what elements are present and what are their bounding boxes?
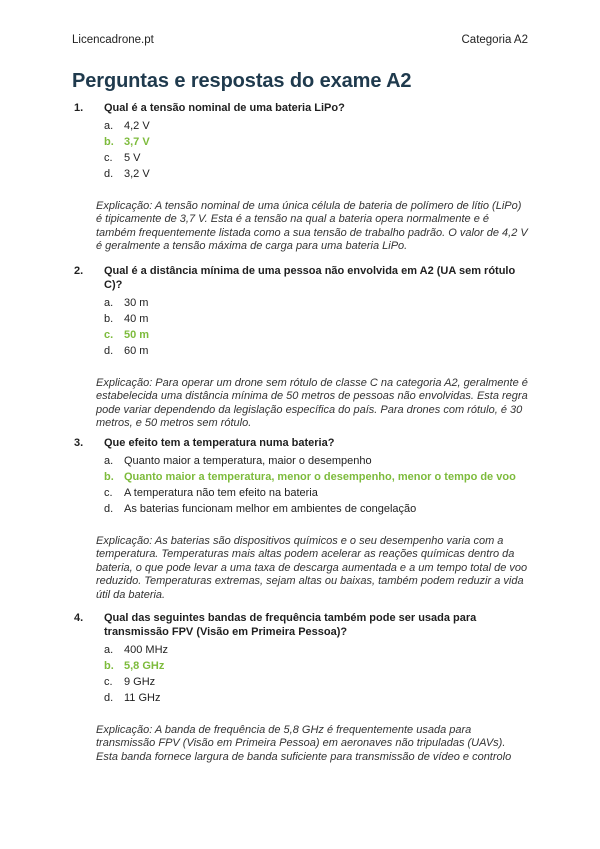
option-c: c. 5 V [104, 152, 141, 164]
question-2 [72, 264, 528, 431]
option-d: d. 3,2 V [104, 168, 150, 180]
option-a: a. 4,2 V [104, 120, 150, 132]
page-header [72, 34, 528, 50]
category-label: Categoria A2 [461, 34, 528, 46]
option-c: c. 9 GHz [104, 676, 156, 688]
question-number: 3. [74, 437, 84, 449]
option-b-correct: b. Quanto maior a temperatura, menor o desempenho, menor o tempo de voo [104, 471, 516, 483]
question-3 [72, 436, 528, 602]
explanation: Explicação: A banda de frequência de 5,8 GHz é frequentemente usada para transmissão FPV (Visão em Primeira Pessoa) em aeronaves não tripuladas (UAVs). Esta banda fornece largura de banda suficiente para transmissão de vídeo e controlo [96, 724, 512, 763]
question-text: Qual é a tensão nominal de uma bateria LiPo? [104, 102, 345, 114]
explanation: Explicação: Para operar um drone sem rótulo de classe C na categoria A2, geralmente é estabelecida uma distância mínima de 50 metros de pessoas não envolvidas. Esta regra pode variar dependendo da legislação específica do país. Para drones com rótulo, é 30 metros, e 50 metros sem rótulo. [96, 377, 528, 430]
explanation: Explicação: As baterias são dispositivos químicos e o seu desempenho varia com a temperatura. Temperaturas mais altas podem acelerar as reações químicas dentro da bateria, o que pode levar a uma taxa de descarga aumentada e a um tempo total de voo reduzido. Temperaturas extremas, sejam altas ou baixas, também podem reduzir a vida útil da bateria. [96, 535, 528, 601]
question-text: Qual é a distância mínima de uma pessoa não envolvida em A2 (UA sem rótulo C)? [104, 265, 516, 291]
options-list [72, 642, 528, 706]
option-b: b. 40 m [104, 313, 149, 325]
option-c: c. A temperatura não tem efeito na bateria [104, 487, 318, 499]
options-list [72, 118, 528, 182]
options-list [72, 453, 528, 517]
options-list [72, 295, 528, 359]
option-b-correct: b. 5,8 GHz [104, 660, 165, 672]
option-d: d. 60 m [104, 345, 149, 357]
option-b-correct: b. 3,7 V [104, 136, 150, 148]
page-title: Perguntas e respostas do exame A2 [72, 70, 412, 92]
option-d: d. 11 GHz [104, 692, 161, 704]
option-a: a. 400 MHz [104, 644, 169, 656]
option-a: a. Quanto maior a temperatura, maior o desempenho [104, 455, 372, 467]
question-text: Qual das seguintes bandas de frequência também pode ser usada para transmissão FPV (Visão em Primeira Pessoa)? [104, 612, 477, 638]
question-number: 4. [74, 612, 84, 624]
question-text: Que efeito tem a temperatura numa bateria? [104, 437, 335, 449]
option-d: d. As baterias funcionam melhor em ambientes de congelação [104, 503, 417, 515]
question-4 [72, 611, 528, 764]
explanation: Explicação: A tensão nominal de uma única célula de bateria de polímero de lítio (LiPo) é tipicamente de 3,7 V. Esta é a tensão na qual a bateria opera normalmente e é também frequentemente listada como a sua tensão de trabalho padrão. O valor de 4,2 V é geralmente a tensão máxima de carga para uma bateria LiPo. [96, 200, 528, 253]
question-number: 2. [74, 265, 84, 277]
question-1 [72, 101, 528, 254]
option-a: a. 30 m [104, 297, 149, 309]
question-number: 1. [74, 102, 84, 114]
site-name: Licencadrone.pt [72, 34, 154, 46]
option-c-correct: c. 50 m [104, 329, 150, 341]
